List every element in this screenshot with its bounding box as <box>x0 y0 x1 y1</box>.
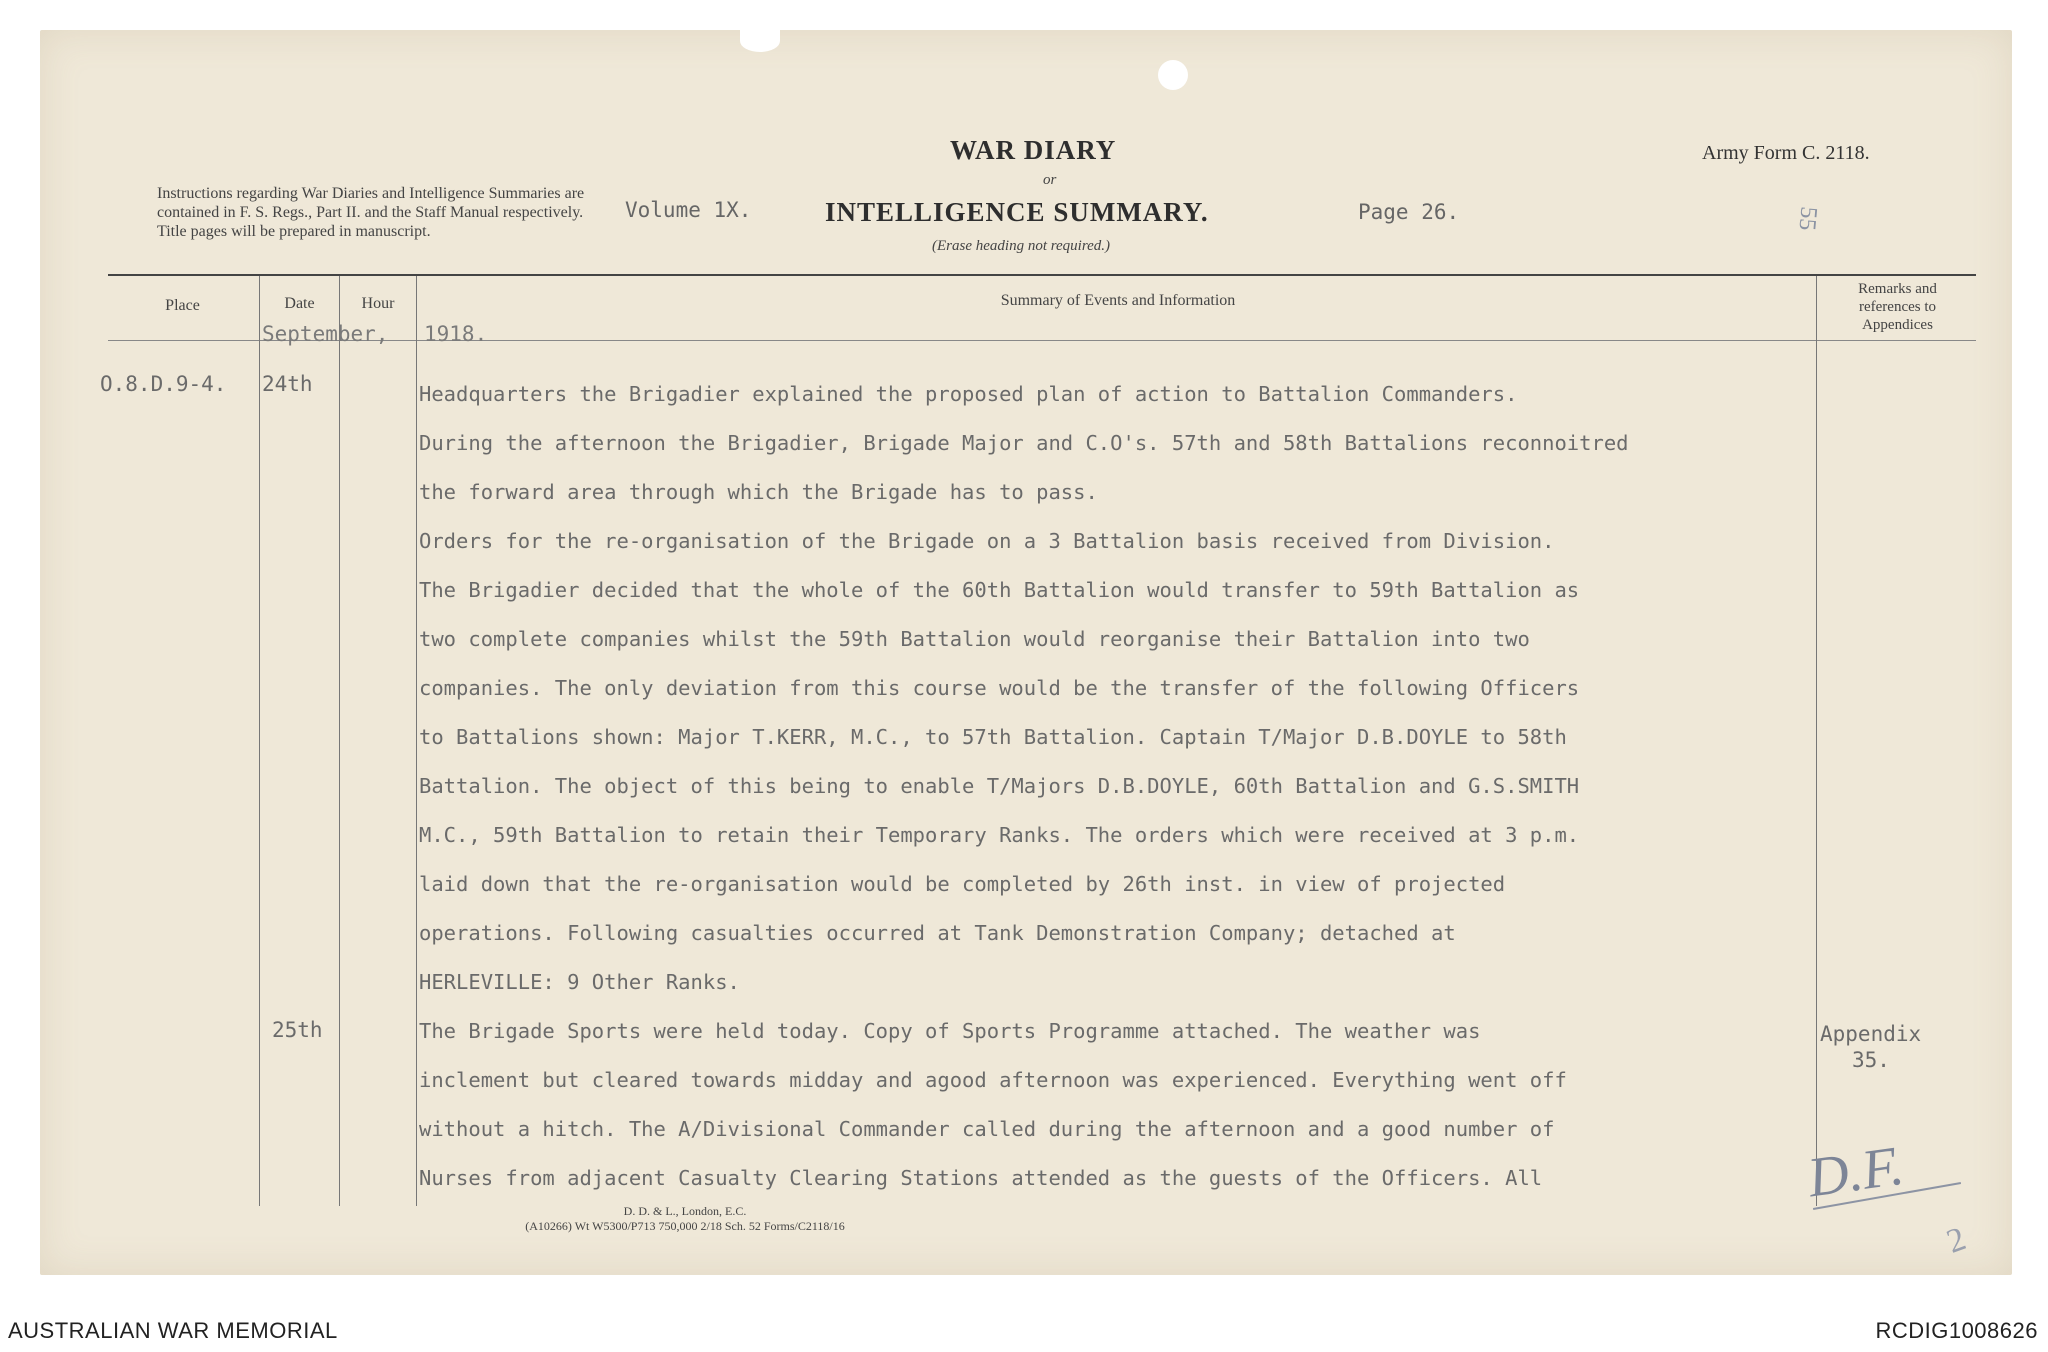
summary-line: Orders for the re-organisation of the Brigade on a 3 Battalion basis received from Division. <box>419 529 1555 553</box>
volume-number: Volume 1X. <box>625 198 752 222</box>
column-divider-hour <box>416 276 417 1206</box>
column-header-place: Place <box>165 297 200 314</box>
archive-id: RCDIG1008626 <box>1875 1318 2038 1343</box>
form-instructions: Instructions regarding War Diaries and Intelligence Summaries are contained in F. S. Regs., Part II. and the Staff Manual respectively. Title pages will be prepared in manuscript. <box>157 185 585 240</box>
pencil-annotation: 55 <box>1793 205 1822 232</box>
entry-date-25: 25th <box>272 1018 323 1042</box>
summary-line: the forward area through which the Brigade has to pass. <box>419 480 1098 504</box>
entry-month: September, <box>262 322 389 346</box>
column-header-summary: Summary of Events and Information <box>1000 292 1236 309</box>
summary-line: companies. The only deviation from this course would be the transfer of the following Officers <box>419 676 1580 700</box>
summary-line: two complete companies whilst the 59th Battalion would reorganise their Battalion into two <box>419 627 1530 651</box>
header-rule <box>108 274 1976 276</box>
column-divider-date <box>339 276 340 1206</box>
title-or: or <box>1043 172 1057 188</box>
summary-text <box>419 370 1922 1203</box>
summary-line: During the afternoon the Brigadier, Brigade Major and C.O's. 57th and 58th Battalions reconnoitred <box>419 431 1629 455</box>
summary-line: Battalion. The object of this being to enable T/Majors D.B.DOYLE, 60th Battalion and G.S.SMITH <box>419 774 1580 798</box>
summary-line: HERLEVILLE: 9 Other Ranks. <box>419 970 740 994</box>
summary-line: inclement but cleared towards midday and agood afternoon was experienced. Everything went off <box>419 1068 1567 1092</box>
handwritten-initials: D.F. <box>1804 1134 1908 1210</box>
entry-year: 1918. <box>424 322 488 346</box>
printer-line-1: D. D. & L., London, E.C. <box>623 1204 747 1218</box>
summary-line: Nurses from adjacent Casualty Clearing Stations attended as the guests of the Officers. All <box>419 1166 1543 1190</box>
punch-hole <box>1158 60 1188 90</box>
column-header-remarks: Remarks and references to Appendices <box>1858 281 1937 333</box>
printer-line-2: (A10266) Wt W5300/P713 750,000 2/18 Sch. 52 Forms/C2118/16 <box>525 1219 845 1233</box>
folio-number: 2 <box>1942 1220 1971 1261</box>
page-number: Page 26. <box>1358 200 1460 224</box>
summary-line: laid down that the re-organisation would be completed by 26th inst. in view of projected <box>419 872 1506 896</box>
summary-line: M.C., 59th Battalion to retain their Temporary Ranks. The orders which were received at 3 p.m. <box>419 823 1580 847</box>
archive-credit: AUSTRALIAN WAR MEMORIAL <box>8 1318 338 1343</box>
summary-line: to Battalions shown: Major T.KERR, M.C., to 57th Battalion. Captain T/Major D.B.DOYLE to 58th <box>419 725 1567 749</box>
column-divider-place <box>259 276 260 1206</box>
summary-line: operations. Following casualties occurred at Tank Demonstration Company; detached at <box>419 921 1456 945</box>
title-war-diary: WAR DIARY <box>950 135 1117 165</box>
entry-date-24: 24th <box>262 372 313 396</box>
summary-line: The Brigadier decided that the whole of the 60th Battalion would transfer to 59th Battalion as <box>419 578 1580 602</box>
army-form-number: Army Form C. 2118. <box>1702 142 1870 164</box>
torn-edge <box>740 30 780 52</box>
printer-imprint <box>460 1204 910 1234</box>
remark-appendix: Appendix <box>1820 1022 1922 1046</box>
column-header-date: Date <box>284 295 315 312</box>
remark-appendix-number: 35. <box>1852 1048 1890 1072</box>
title-intelligence-summary: INTELLIGENCE SUMMARY. <box>825 197 1209 227</box>
summary-line: Headquarters the Brigadier explained the proposed plan of action to Battalion Commanders. <box>419 382 1518 406</box>
summary-line: The Brigade Sports were held today. Copy of Sports Programme attached. The weather was <box>419 1019 1481 1043</box>
entry-place: O.8.D.9-4. <box>100 372 227 396</box>
title-erase-note: (Erase heading not required.) <box>932 238 1111 254</box>
summary-line: without a hitch. The A/Divisional Commander called during the afternoon and a good number of <box>419 1117 1555 1141</box>
column-header-hour: Hour <box>361 295 395 312</box>
